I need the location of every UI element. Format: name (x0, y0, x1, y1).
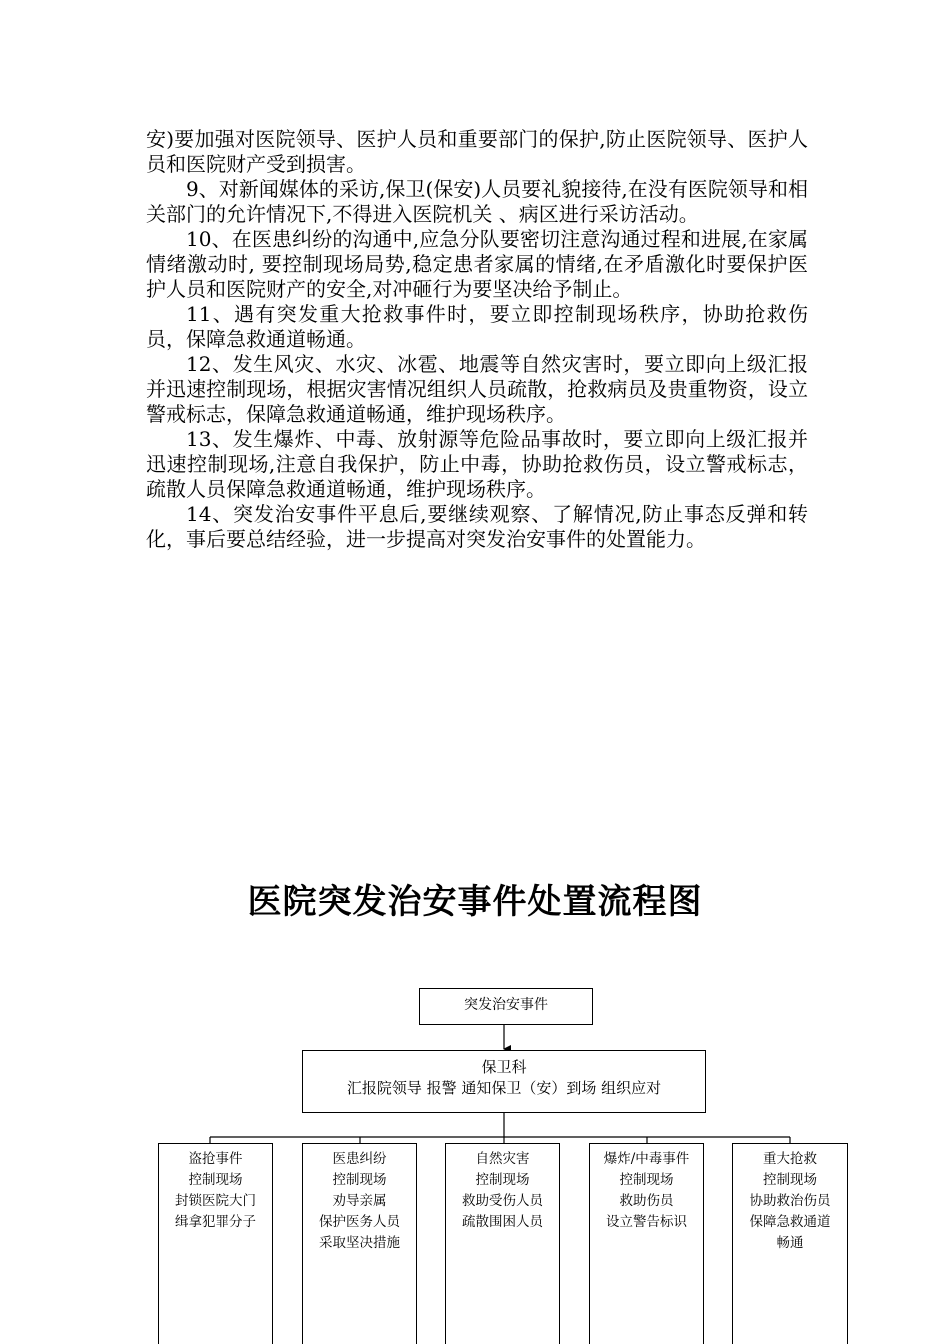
flowchart-title: 医院突发治安事件处置流程图 (247, 882, 703, 922)
branch-line: 协助救治伤员 (749, 1193, 831, 1209)
branch-line: 畅通 (776, 1235, 804, 1251)
flow-branch-major-rescue (732, 1143, 848, 1344)
flow-node-security-dept (302, 1050, 706, 1113)
flow-node-security-dept-actions: 汇报院领导 报警 通知保卫（安）到场 组织应对 (346, 1079, 662, 1097)
branch-line: 保护医务人员 (319, 1214, 400, 1230)
paragraph-item-11: 11、遇有突发重大抢救事件时，要立即控制现场秩序，协助抢救伤员，保障急救通道畅通。 (146, 302, 808, 351)
paragraph-continuation: 安)要加强对医院领导、医护人员和重要部门的保护,防止医院领导、医护人员和医院财产受到损害。 (146, 127, 808, 176)
flow-node-incident-label: 突发治安事件 (464, 997, 548, 1013)
branch-line: 控制现场 (332, 1172, 387, 1188)
paragraph-item-14: 14、突发治安事件平息后,要继续观察、了解情况,防止事态反弹和转化，事后要总结经验，进一步提高对突发治安事件的处置能力。 (146, 502, 808, 551)
branch-line: 医患纠纷 (332, 1151, 387, 1167)
branch-line: 控制现场 (619, 1172, 674, 1188)
flow-node-incident (419, 988, 593, 1025)
branch-line: 疏散围困人员 (462, 1214, 543, 1230)
branch-line: 保障急救通道 (749, 1214, 831, 1230)
flow-branch-theft (158, 1143, 273, 1344)
document-body (146, 127, 808, 552)
branch-line: 设立警告标识 (606, 1214, 687, 1230)
branch-line: 封锁医院大门 (175, 1193, 256, 1209)
branch-line: 缉拿犯罪分子 (175, 1214, 256, 1230)
branch-line: 爆炸/中毒事件 (603, 1151, 690, 1167)
branch-line: 救助伤员 (619, 1193, 674, 1209)
flow-branch-medical-dispute (302, 1143, 417, 1344)
branch-line: 控制现场 (763, 1172, 817, 1188)
branch-line: 自然灾害 (475, 1151, 530, 1167)
flow-node-security-dept-title: 保卫科 (481, 1058, 527, 1076)
branch-line: 救助受伤人员 (462, 1193, 543, 1209)
branch-line: 盗抢事件 (188, 1151, 243, 1167)
paragraph-item-12: 12、发生风灾、水灾、冰雹、地震等自然灾害时，要立即向上级汇报并迅速控制现场，根据灾害情况组织人员疏散，抢救病员及贵重物资，设立警戒标志，保障急救通道畅通，维护现场秩序。 (146, 352, 808, 426)
branch-line: 劝导亲属 (332, 1193, 387, 1209)
paragraph-item-9: 9、对新闻媒体的采访,保卫(保安)人员要礼貌接待,在没有医院领导和相关部门的允许情况下,不得进入医院机关 、病区进行采访活动。 (146, 177, 808, 226)
branch-line: 控制现场 (475, 1172, 530, 1188)
paragraph-item-13: 13、发生爆炸、中毒、放射源等危险品事故时，要立即向上级汇报并迅速控制现场,注意自我保护，防止中毒，协助抢救伤员，设立警戒标志，疏散人员保障急救通道畅通，维护现场秩序。 (146, 427, 808, 501)
paragraph-item-10: 10、在医患纠纷的沟通中,应急分队要密切注意沟通过程和进展,在家属情绪激动时, 要控制现场局势,稳定患者家属的情绪,在矛盾激化时要保护医护人员和医院财产的安全,对冲砸行为要坚决给予制止。 (146, 227, 808, 301)
branch-line: 重大抢救 (763, 1151, 817, 1167)
branch-line: 控制现场 (188, 1172, 243, 1188)
branch-line: 采取坚决措施 (319, 1235, 400, 1251)
flow-branch-natural-disaster (445, 1143, 560, 1344)
flow-branch-explosion-poisoning (589, 1143, 704, 1344)
